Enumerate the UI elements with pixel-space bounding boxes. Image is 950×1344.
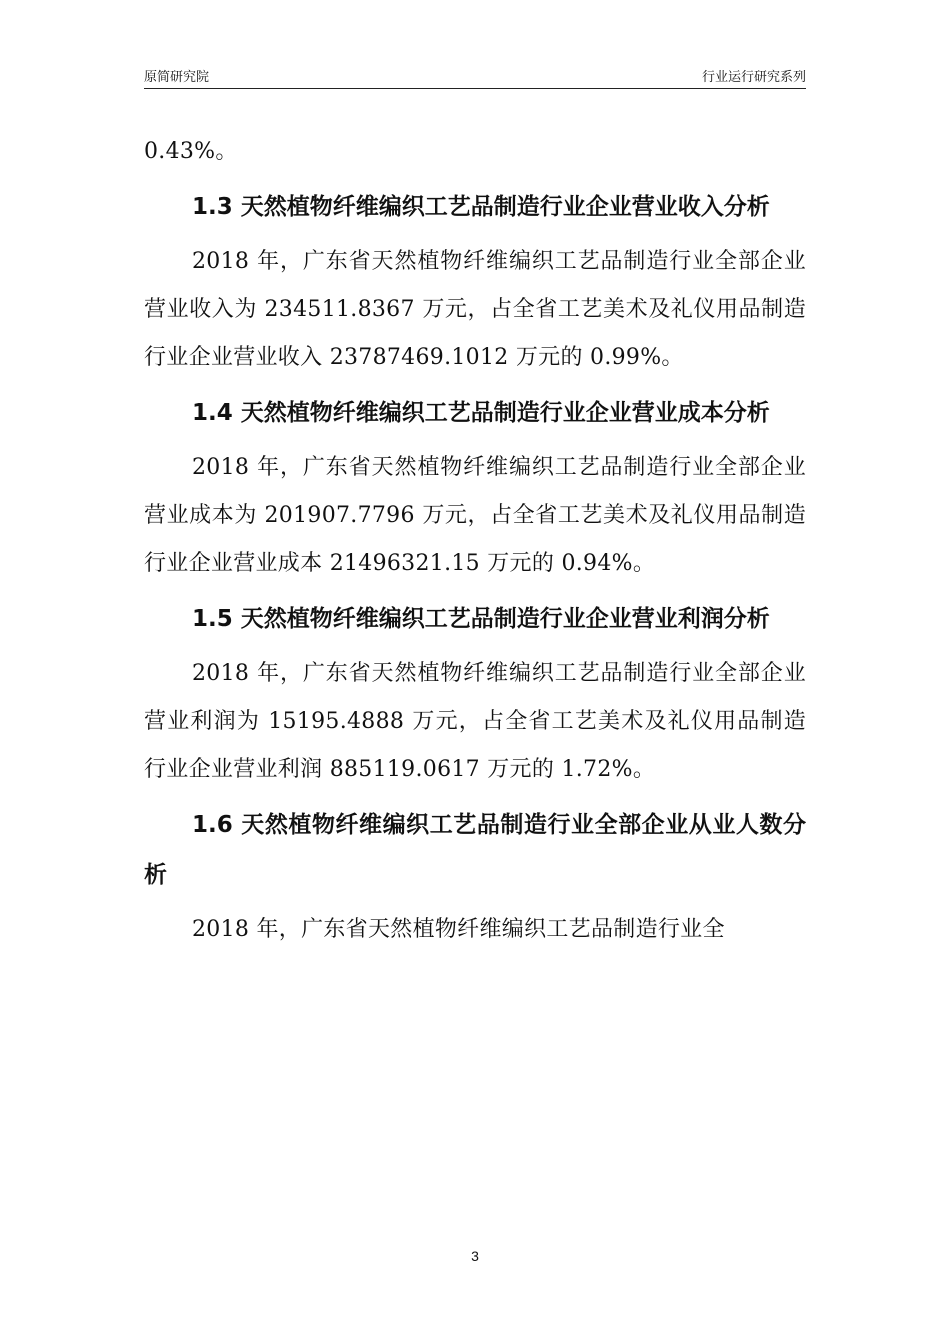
header-series-title: 行业运行研究系列 — [701, 70, 806, 85]
header-publisher: 原简研究院 — [144, 70, 210, 85]
paragraph-revenue: 2018 年，广东省天然植物纤维编织工艺品制造行业全部企业营业收入为 234511.8367 万元，占全省工艺美术及礼仪用品制造行业企业营业收入 23787469.1012 万元的 0.99%。 — [144, 249, 806, 370]
document-body — [144, 128, 806, 954]
page-header — [144, 66, 806, 89]
paragraph-continuation: 0.43%。 — [144, 139, 238, 164]
section-heading-1-4: 1.4 天然植物纤维编织工艺品制造行业企业营业成本分析 — [192, 400, 770, 426]
section-heading-1-5: 1.5 天然植物纤维编织工艺品制造行业企业营业利润分析 — [192, 606, 770, 632]
paragraph-profit: 2018 年，广东省天然植物纤维编织工艺品制造行业全部企业营业利润为 15195.4888 万元，占全省工艺美术及礼仪用品制造行业企业营业利润 885119.0617 万元的 1.72%。 — [144, 661, 806, 782]
page-number: 3 — [471, 1248, 479, 1264]
paragraph-employees: 2018 年，广东省天然植物纤维编织工艺品制造行业全 — [192, 917, 725, 942]
section-heading-1-6: 1.6 天然植物纤维编织工艺品制造行业全部企业从业人数分析 — [144, 812, 806, 888]
paragraph-cost: 2018 年，广东省天然植物纤维编织工艺品制造行业全部企业营业成本为 201907.7796 万元，占全省工艺美术及礼仪用品制造行业企业营业成本 21496321.15 万元的 0.94%。 — [144, 455, 806, 576]
section-heading-1-3: 1.3 天然植物纤维编织工艺品制造行业企业营业收入分析 — [192, 194, 770, 220]
